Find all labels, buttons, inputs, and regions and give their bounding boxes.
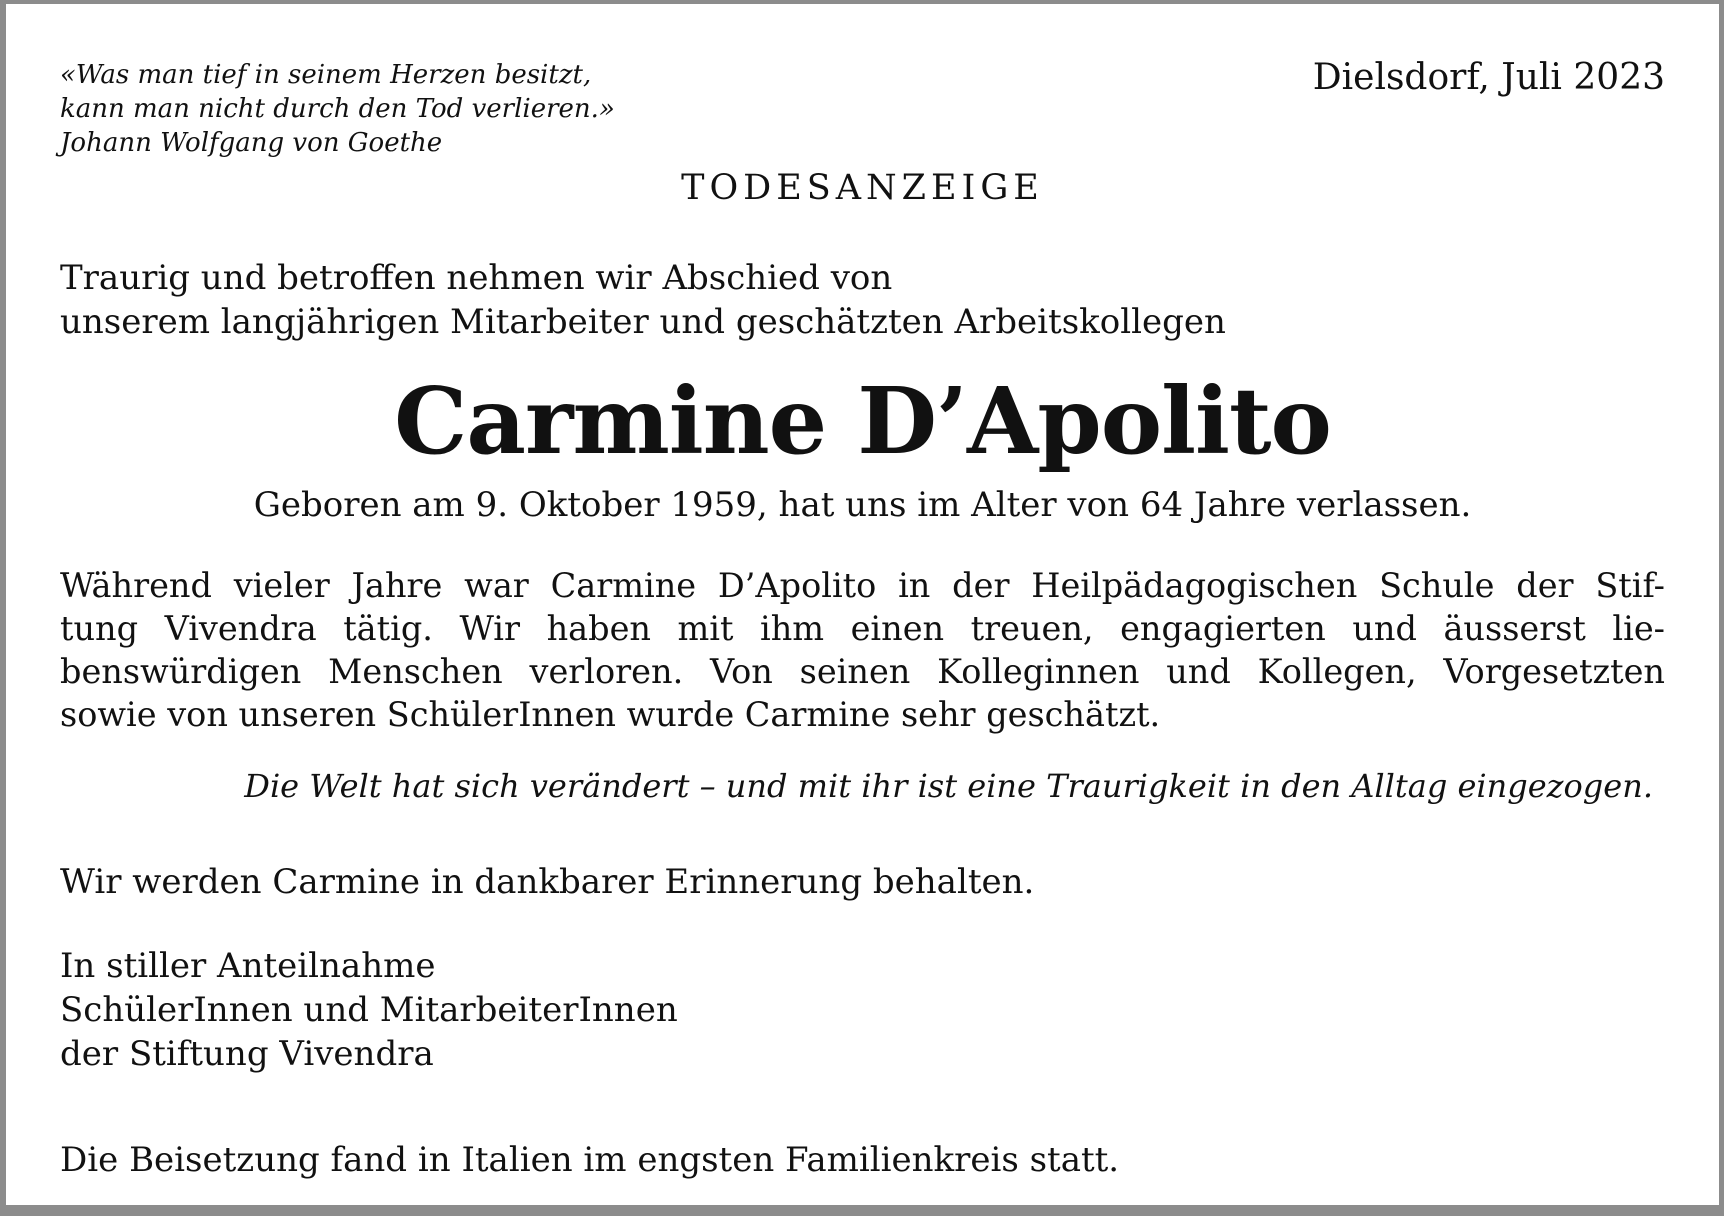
body-line: tung Vivendra tätig. Wir haben mit ihm einen treuen, engagierten und äusserst lie- bbox=[60, 609, 1665, 648]
notice-heading: TODESANZEIGE bbox=[681, 168, 1044, 208]
place-date: Dielsdorf, Juli 2023 bbox=[1312, 57, 1665, 98]
body-line: Während vieler Jahre war Carmine D’Apolito in der Heilpädagogischen Schule der Stif- bbox=[60, 566, 1665, 605]
closing-quote: Die Welt hat sich verändert – und mit ihr ist eine Traurigkeit in den Alltag eingezogen. bbox=[244, 767, 1653, 805]
burial-note: Die Beisetzung fand in Italien im engsten Familienkreis statt. bbox=[60, 1140, 1120, 1180]
body-line: sowie von unseren SchülerInnen wurde Carmine sehr geschätzt. bbox=[60, 695, 1161, 734]
signature-block bbox=[60, 944, 678, 1076]
body-paragraph bbox=[60, 564, 1665, 736]
motto-line: «Was man tief in seinem Herzen besitzt, bbox=[60, 60, 592, 90]
signature-line: In stiller Anteilnahme bbox=[60, 946, 436, 986]
intro-line: unserem langjährigen Mitarbeiter und geschätzten Arbeitskollegen bbox=[60, 302, 1226, 342]
memory-line: Wir werden Carmine in dankbarer Erinnerung behalten. bbox=[60, 862, 1035, 902]
signature-line: SchülerInnen und MitarbeiterInnen bbox=[60, 990, 678, 1030]
deceased-name: Carmine D’Apolito bbox=[394, 367, 1331, 475]
signature-line: der Stiftung Vivendra bbox=[60, 1034, 434, 1074]
motto-quote bbox=[60, 58, 615, 160]
intro-line: Traurig und betroffen nehmen wir Abschied von bbox=[60, 258, 893, 298]
body-line: benswürdigen Menschen verloren. Von seinen Kolleginnen und Kollegen, Vorgesetzten bbox=[60, 652, 1665, 691]
motto-line: kann man nicht durch den Tod verlieren.» bbox=[60, 94, 615, 124]
motto-author: Johann Wolfgang von Goethe bbox=[60, 128, 443, 158]
birth-line: Geboren am 9. Oktober 1959, hat uns im Alter von 64 Jahre verlassen. bbox=[253, 485, 1472, 525]
intro-text bbox=[60, 256, 1226, 344]
